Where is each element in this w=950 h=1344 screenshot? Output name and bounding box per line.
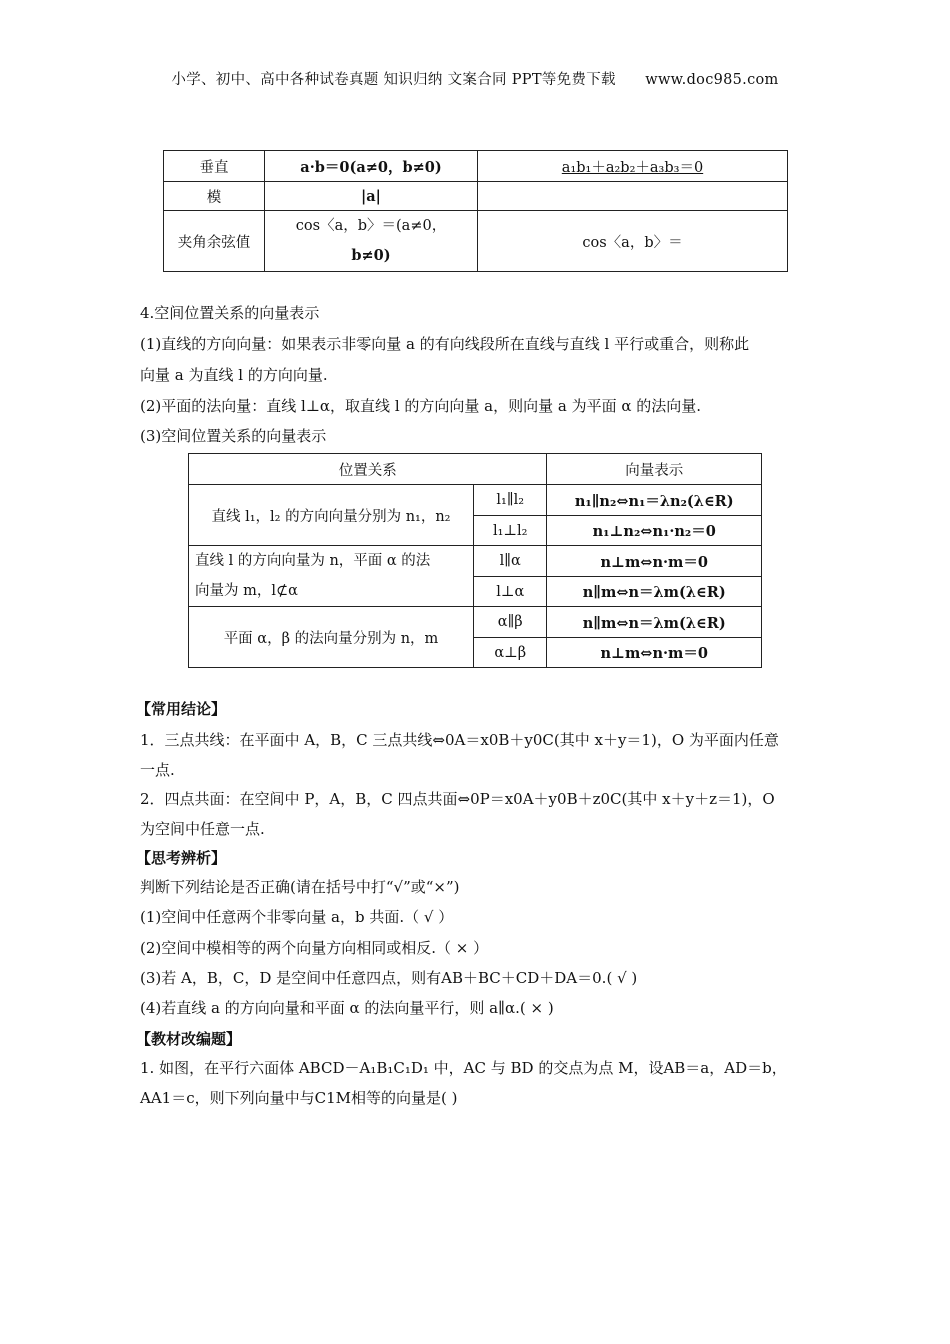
relation: l₁∥l₂ — [473, 485, 547, 516]
paragraph: 2．四点共面：在空间中 P，A，B，C 四点共面⇔0P＝x0A＋y0B＋z0C(其中 x＋y＋z＝1)，O — [140, 790, 775, 808]
cell-coord: cos〈a，b〉＝ — [478, 211, 788, 272]
paragraph: 1．三点共线：在平面中 A，B，C 三点共线⇔0A＝x0B＋y0C(其中 x＋y＝1)，O 为平面内任意 — [140, 731, 779, 749]
paragraph: 判断下列结论是否正确(请在括号中打“√”或“×”) — [140, 878, 460, 896]
section-heading: 【教材改编题】 — [136, 1030, 242, 1048]
paragraph: (3)空间位置关系的向量表示 — [140, 427, 327, 445]
paragraph: (1)直线的方向向量：如果表示非零向量 a 的有向线段所在直线与直线 l 平行或重合，则称此 — [140, 335, 750, 353]
paragraph: 为空间中任意一点. — [140, 820, 265, 838]
relation: α⊥β — [473, 638, 547, 668]
question: (1)空间中任意两个非零向量 a，b 共面.（ √ ） — [140, 908, 454, 926]
head-cell: 向量表示 — [547, 454, 762, 485]
paragraph: 一点. — [140, 761, 175, 779]
group-line: 直线 l 的方向向量为 n，平面 α 的法 — [195, 553, 431, 569]
head-cell: 位置关系 — [189, 454, 547, 485]
paragraph: (2)平面的法向量：直线 l⊥α，取直线 l 的方向向量 a，则向量 a 为平面 α 的法向量. — [140, 397, 702, 415]
cell-formula: a·b＝0(a≠0，b≠0) — [265, 151, 478, 182]
question: (4)若直线 a 的方向向量和平面 α 的法向量平行，则 a∥α.( × ) — [140, 999, 554, 1017]
formula-line: cos〈a，b〉＝(a≠0， — [295, 218, 447, 234]
vector-expression: n₁∥n₂⇔n₁＝λn₂(λ∈R) — [547, 485, 762, 516]
relation: l∥α — [473, 546, 547, 577]
section-title: 4.空间位置关系的向量表示 — [140, 304, 320, 322]
page-header: 小学、初中、高中各种试卷真题 知识归纳 文案合同 PPT等免费下载 www.doc985.com — [171, 72, 779, 88]
question: (3)若 A，B，C，D 是空间中任意四点，则有AB＋BC＋CD＋DA＝0.( √ ) — [140, 969, 638, 987]
cell-formula — [265, 211, 478, 272]
paragraph: 向量 a 为直线 l 的方向向量. — [140, 366, 328, 384]
position-relation-table — [188, 453, 762, 668]
relation: l⊥α — [473, 577, 547, 607]
vector-expression: n⊥m⇔n·m＝0 — [547, 546, 762, 577]
relation: l₁⊥l₂ — [473, 516, 547, 546]
question: (2)空间中模相等的两个向量方向相同或相反.（ × ） — [140, 939, 489, 957]
section-heading: 【思考辨析】 — [136, 849, 227, 867]
cell-label: 垂直 — [164, 151, 265, 182]
relation-group — [189, 546, 474, 607]
relation-group: 直线 l₁，l₂ 的方向向量分别为 n₁，n₂ — [189, 485, 474, 546]
section-heading: 【常用结论】 — [136, 700, 227, 718]
relation: α∥β — [473, 607, 547, 638]
cell-formula: |a| — [265, 182, 478, 211]
cell-label: 夹角余弦值 — [164, 211, 265, 272]
vector-expression: n⊥m⇔n·m＝0 — [547, 638, 762, 668]
group-line: 向量为 m，l⊄α — [195, 583, 298, 599]
cell-coord — [478, 182, 788, 211]
vector-expression: n₁⊥n₂⇔n₁·n₂＝0 — [547, 516, 762, 546]
vector-formula-table — [163, 150, 788, 272]
cell-label: 模 — [164, 182, 265, 211]
cell-coord: a₁b₁＋a₂b₂＋a₃b₃＝0 — [478, 151, 788, 182]
formula-line: b≠0) — [351, 247, 391, 264]
paragraph: AA1＝c，则下列向量中与C1M相等的向量是( ) — [140, 1089, 458, 1107]
vector-expression: n∥m⇔n＝λm(λ∈R) — [547, 607, 762, 638]
vector-expression: n∥m⇔n＝λm(λ∈R) — [547, 577, 762, 607]
paragraph: 1. 如图，在平行六面体 ABCD－A₁B₁C₁D₁ 中，AC 与 BD 的交点为点 M，设AB＝a，AD＝b， — [140, 1059, 787, 1077]
relation-group: 平面 α，β 的法向量分别为 n，m — [189, 607, 474, 668]
